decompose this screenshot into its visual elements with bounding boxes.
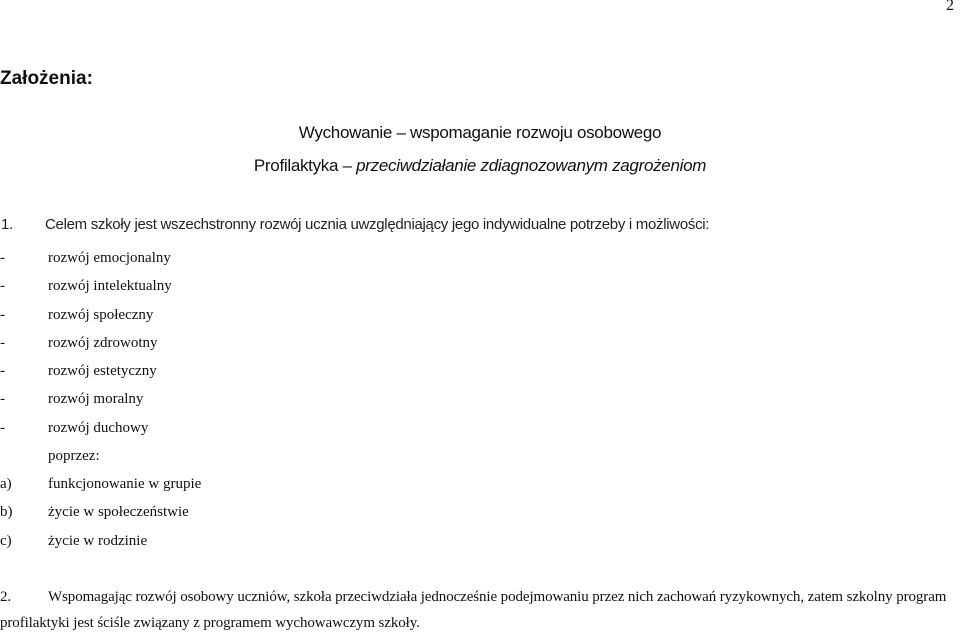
- list-item: [0, 301, 172, 329]
- list-item-label: rozwój duchowy: [48, 419, 149, 436]
- development-areas-list: [0, 244, 172, 442]
- list-item: [0, 527, 201, 555]
- point-1: [1, 216, 709, 233]
- list-item-label: rozwój zdrowotny: [48, 334, 158, 351]
- point-2-number: 2.: [0, 589, 12, 605]
- point-2: [0, 584, 960, 636]
- list-item: [0, 329, 172, 357]
- list-item-label: rozwój emocjonalny: [48, 250, 171, 266]
- means-list: [0, 470, 201, 555]
- list-item: [0, 498, 201, 526]
- list-marker: c): [0, 532, 12, 549]
- section-title: Założenia:: [0, 68, 93, 89]
- list-item: [0, 385, 172, 413]
- point-2-text: Wspomagając rozwój osobowy uczniów, szkoła przeciwdziała jednocześnie podejmowaniu przez nich zachowań ryzykownych, zatem szkolny program profilaktyki jest ściśle związany z programem wychowawczym szkoły.: [0, 589, 947, 631]
- list-item: [0, 414, 172, 442]
- list-dash: -: [0, 391, 5, 408]
- list-dash: -: [0, 363, 5, 380]
- list-item: [0, 272, 172, 300]
- list-dash: -: [0, 250, 5, 266]
- list-item-label: życie w rodzinie: [48, 532, 148, 549]
- list-item-label: życie w społeczeństwie: [48, 504, 189, 521]
- list-marker: b): [0, 504, 13, 521]
- list-item: [0, 244, 172, 272]
- list-dash: -: [0, 334, 5, 351]
- list-dash: -: [0, 278, 5, 295]
- motto-line-prevention: [0, 156, 960, 176]
- point-1-number: 1.: [1, 216, 13, 233]
- list-item-label: rozwój intelektualny: [48, 278, 172, 295]
- list-dash: -: [0, 306, 5, 323]
- list-item: [0, 357, 172, 385]
- point-1-text: Celem szkoły jest wszechstronny rozwój ucznia uwzględniający jego indywidualne potrzeby i możliwości:: [45, 216, 710, 233]
- list-item-label: rozwój moralny: [48, 391, 144, 408]
- motto-line-upbringing: Wychowanie – wspomaganie rozwoju osobowego: [298, 123, 662, 142]
- motto-line-prevention-prefix: Profilaktyka –: [253, 156, 357, 175]
- motto-line-prevention-definition: przeciwdziałanie zdiagnozowanym zagrożeniom: [356, 156, 707, 175]
- list-marker: a): [0, 476, 12, 492]
- through-label: poprzez:: [48, 448, 100, 464]
- list-item-label: funkcjonowanie w grupie: [48, 476, 202, 492]
- list-dash: -: [0, 419, 5, 436]
- list-item-label: rozwój społeczny: [48, 306, 154, 323]
- list-item: [0, 470, 201, 498]
- list-item-label: rozwój estetyczny: [48, 363, 157, 380]
- page-number: 2: [946, 0, 954, 14]
